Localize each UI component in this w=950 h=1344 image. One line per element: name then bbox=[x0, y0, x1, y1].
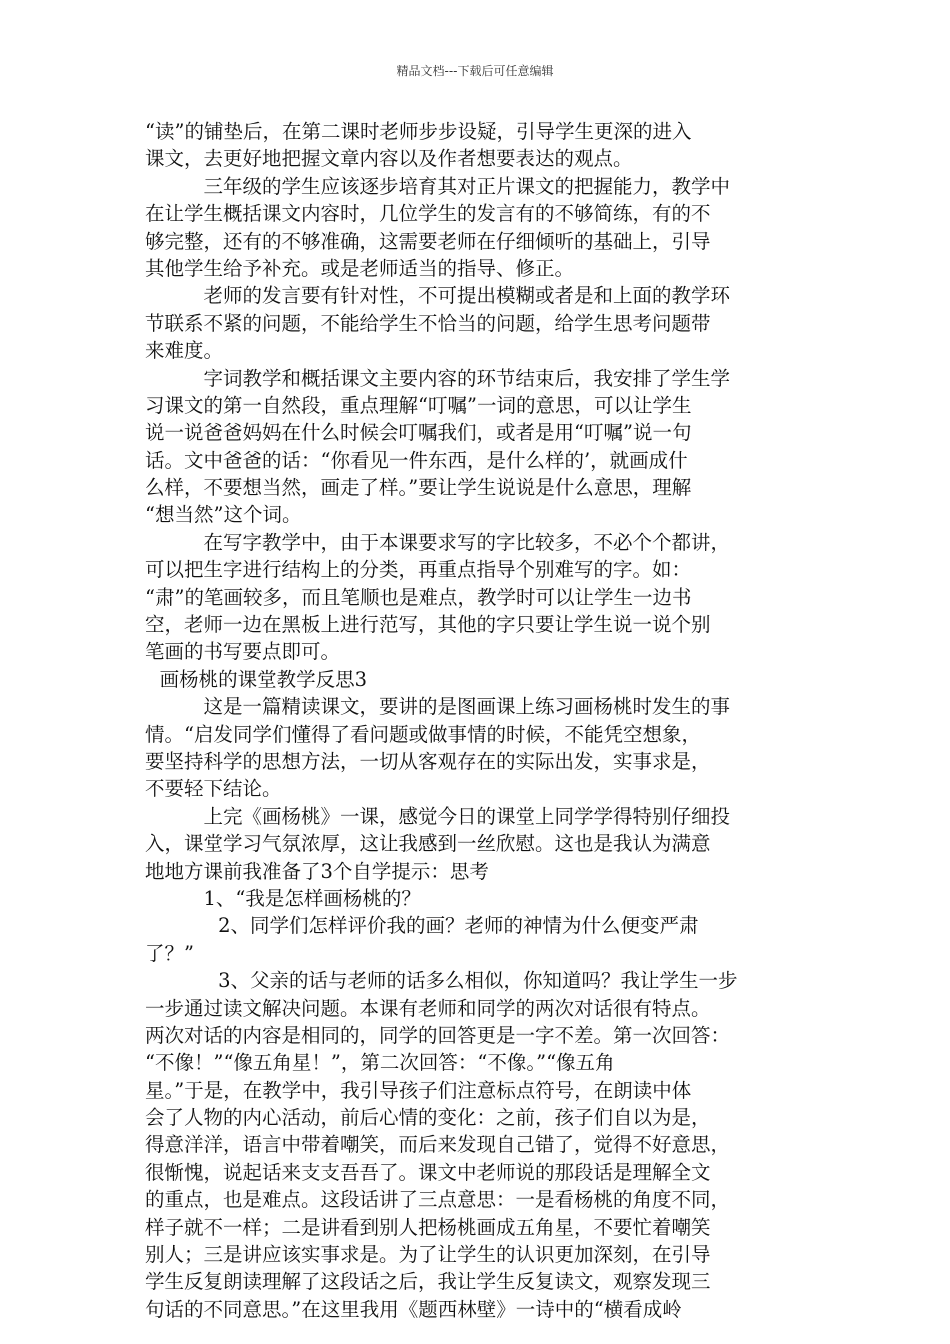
text-line: 的重点，也是难点。这段话讲了三点意思：一是看杨桃的角度不同， bbox=[145, 1188, 731, 1212]
document-body bbox=[145, 118, 810, 1323]
page-header: 精品文档---下载后可任意编辑 bbox=[396, 64, 554, 78]
text-line: “读”的铺垫后，在第二课时老师步步设疑，引导学生更深的进入 bbox=[145, 120, 692, 143]
text-line: 2、同学们怎样评价我的画？老师的神情为什么便变严肃 bbox=[218, 914, 699, 938]
text-line: 一步通过读文解决问题。本课有老师和同学的两次对话很有特点。 bbox=[145, 996, 711, 1020]
text-line: 来难度。 bbox=[145, 339, 224, 363]
text-line: 可以把生字进行结构上的分类，再重点指导个别难写的字。如： bbox=[145, 558, 692, 582]
text-line: 两次对话的内容是相同的，同学的回答更是一字不差。第一次回答： bbox=[145, 1023, 731, 1047]
text-line: 字词教学和概括课文主要内容的环节结束后，我安排了学生学 bbox=[203, 366, 731, 390]
text-line: “不像！”“像五角星！”，第二次回答：“不像。”“像五角 bbox=[145, 1051, 615, 1075]
text-line: “肃”的笔画较多，而且笔顺也是难点，教学时可以让学生一边书 bbox=[145, 585, 692, 609]
text-line: 空，老师一边在黑板上进行范写，其他的字只要让学生说一说个别 bbox=[145, 613, 711, 637]
text-line: 在写字教学中，由于本课要求写的字比较多，不必个个都讲， bbox=[203, 530, 731, 554]
text-line: 学生反复朗读理解了这段话之后，我让学生反复读文，观察发现三 bbox=[145, 1270, 711, 1294]
text-line: 样子就不一样；二是讲看到别人把杨桃画成五角星，不要忙着嘲笑 bbox=[145, 1215, 711, 1239]
text-line: 情。“启发同学们懂得了看问题或做事情的时候，不能凭空想象， bbox=[145, 722, 701, 746]
text-line: 上完《画杨桃》一课，感觉今日的课堂上同学学得特别仔细投 bbox=[203, 804, 731, 828]
text-line: 要坚持科学的思想方法，一切从客观存在的实际出发，实事求是， bbox=[145, 749, 711, 773]
text-line: 得意洋洋，语言中带着嘲笑，而后来发现自己错了，觉得不好意思， bbox=[145, 1133, 731, 1157]
text-line: 画杨桃的课堂教学反思3 bbox=[159, 667, 368, 691]
text-line: 不要轻下结论。 bbox=[145, 777, 282, 801]
text-line: 够完整，还有的不够准确，这需要老师在仔细倾听的基础上，引导 bbox=[145, 229, 711, 253]
text-line: 入，课堂学习气氛浓厚，这让我感到一丝欣慰。这也是我认为满意 bbox=[145, 832, 711, 856]
text-line: 星。”于是，在教学中，我引导孩子们注意标点符号，在朗读中体 bbox=[145, 1078, 692, 1102]
text-line: 句话的不同意思。”在这里我用《题西林壁》一诗中的“横看成岭 bbox=[145, 1297, 682, 1321]
text-line: 说一说爸爸妈妈在什么时候会叮嘱我们，或者是用“叮嘱”说一句 bbox=[145, 421, 692, 445]
text-line: 老师的发言要有针对性，不可提出模糊或者是和上面的教学环 bbox=[203, 284, 731, 308]
text-line: 在让学生概括课文内容时，几位学生的发言有的不够简练，有的不 bbox=[145, 202, 711, 226]
text-line: 这是一篇精读课文，要讲的是图画课上练习画杨桃时发生的事 bbox=[203, 695, 731, 719]
text-line: 么样，不要想当然，画走了样。”要让学生说说是什么意思，理解 bbox=[145, 476, 692, 500]
text-line: 话。文中爸爸的话：“你看见一件东西，是什么样的’，就画成什 bbox=[145, 448, 688, 472]
text-line: 习课文的第一自然段，重点理解“叮嘱”一词的意思，可以让学生 bbox=[145, 393, 692, 417]
text-line: 很惭愧，说起话来支支吾吾了。课文中老师说的那段话是理解全文 bbox=[145, 1160, 711, 1184]
text-line: 1、“我是怎样画杨桃的？ bbox=[203, 886, 421, 910]
text-line: 会了人物的内心活动，前后心情的变化：之前，孩子们自以为是， bbox=[145, 1106, 711, 1130]
text-line: 节联系不紧的问题，不能给学生不恰当的问题，给学生思考问题带 bbox=[145, 311, 711, 335]
text-line: 了？” bbox=[145, 941, 194, 965]
text-line: “想当然”这个词。 bbox=[145, 503, 302, 527]
text-line: 笔画的书写要点即可。 bbox=[145, 640, 341, 664]
text-line: 课文，去更好地把握文章内容以及作者想要表达的观点。 bbox=[145, 147, 633, 171]
text-line: 其他学生给予补充。或是老师适当的指导、修正。 bbox=[145, 256, 575, 280]
text-line: 三年级的学生应该逐步培育其对正片课文的把握能力，教学中 bbox=[203, 174, 731, 198]
text-line: 3、父亲的话与老师的话多么相似，你知道吗？我让学生一步 bbox=[218, 969, 738, 993]
text-line: 别人；三是讲应该实事求是。为了让学生的认识更加深刻，在引导 bbox=[145, 1243, 711, 1267]
text-line: 地地方课前我准备了3个自学提示：思考 bbox=[145, 859, 489, 883]
